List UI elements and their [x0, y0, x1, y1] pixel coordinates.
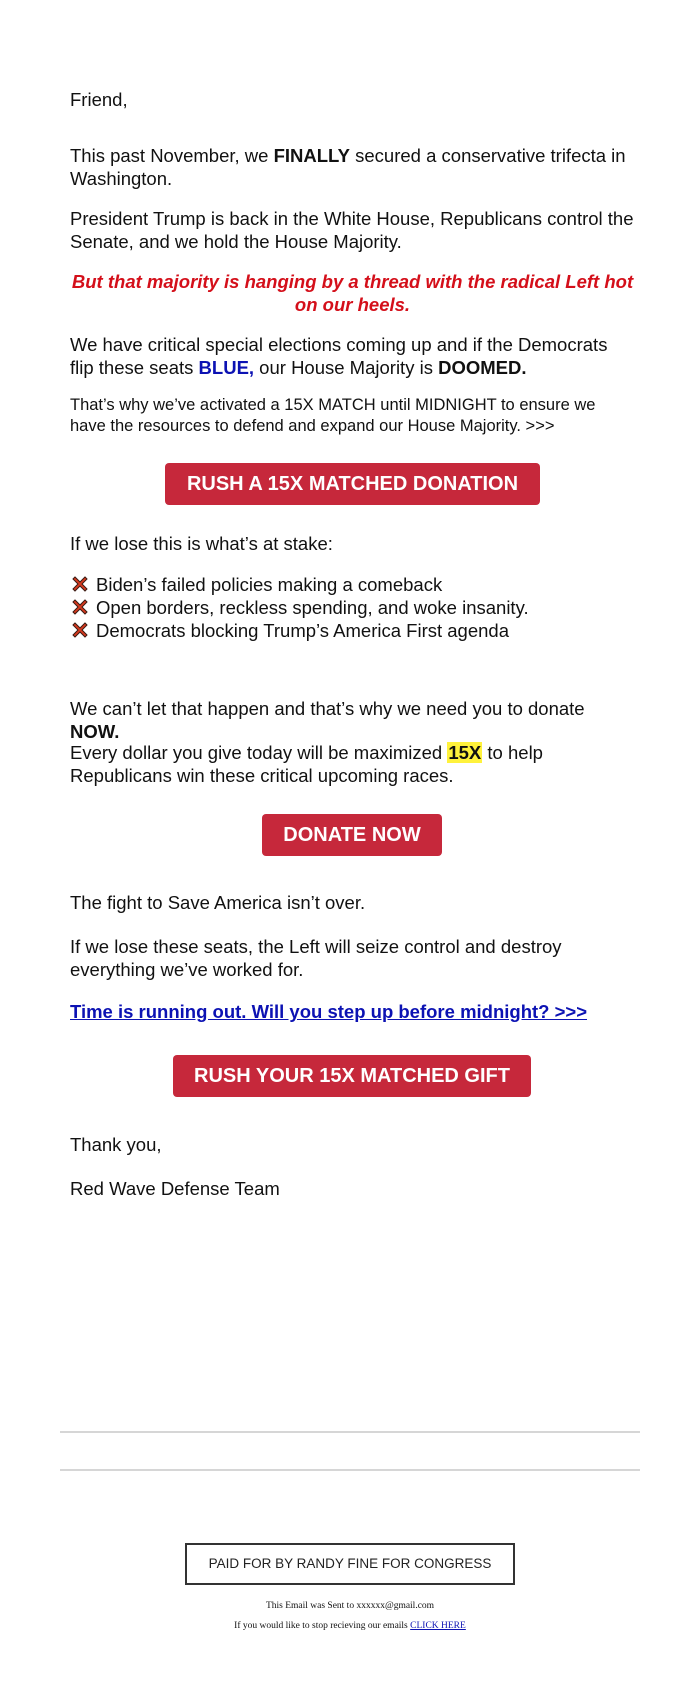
- paragraph-donate-now: [70, 697, 635, 743]
- donate-now-button[interactable]: DONATE NOW: [262, 814, 442, 856]
- sent-to-notice: This Email was Sent to xxxxxx@gmail.com: [265, 1601, 435, 1611]
- rush-gift-button[interactable]: RUSH YOUR 15X MATCHED GIFT: [173, 1055, 531, 1097]
- rush-donation-button[interactable]: RUSH A 15X MATCHED DONATION: [165, 463, 540, 505]
- emphasis-now: NOW.: [70, 721, 120, 742]
- unsubscribe-text: If you would like to stop recieving our emails: [234, 1621, 411, 1631]
- greeting: Friend,: [70, 89, 128, 110]
- paragraph-trifecta: [70, 144, 635, 190]
- unsubscribe-link[interactable]: CLICK HERE: [410, 1621, 466, 1631]
- unsubscribe-notice: [0, 1621, 700, 1631]
- emphasis-finally: FINALLY: [273, 145, 350, 166]
- paragraph-thread-warning: But that majority is hanging by a thread with the radical Left hot on our heels.: [71, 271, 634, 315]
- divider: [60, 1431, 640, 1433]
- paragraph-link: [70, 1000, 635, 1023]
- midnight-link[interactable]: Time is running out. Will you step up before midnight? >>>: [70, 1001, 588, 1022]
- text: We have critical special elections coming up and if the Democrats flip these seats: [70, 334, 608, 378]
- signature: Red Wave Defense Team: [70, 1178, 280, 1199]
- text: We can’t let that happen and that’s why we need you to donate: [70, 698, 585, 719]
- paragraph-seize-control: If we lose these seats, the Left will seize control and destroy everything we’ve worked for.: [70, 936, 562, 980]
- emphasis-doomed: DOOMED.: [438, 357, 527, 378]
- list-item: [70, 619, 635, 642]
- text: our House Majority is: [254, 357, 439, 378]
- divider: [60, 1469, 640, 1471]
- stake-intro: If we lose this is what’s at stake:: [70, 533, 333, 554]
- paragraph-fight: The fight to Save America isn’t over.: [70, 892, 366, 913]
- paragraph-maximized: [70, 741, 635, 787]
- stake-item-text: Biden’s failed policies making a comeback: [96, 574, 443, 595]
- highlight-15x: 15X: [448, 742, 482, 763]
- stake-item-text: Democrats blocking Trump’s America First agenda: [96, 620, 509, 641]
- cross-mark-icon: [70, 597, 90, 617]
- paragraph-special-elections: [70, 333, 635, 379]
- thanks: Thank you,: [70, 1134, 162, 1155]
- list-item: [70, 573, 635, 596]
- text: Every dollar you give today will be maximized: [70, 742, 448, 763]
- emphasis-blue: BLUE,: [198, 357, 255, 378]
- text: to help Republicans win these critical upcoming races.: [70, 742, 543, 786]
- cross-mark-icon: [70, 574, 90, 594]
- paid-for-disclaimer: PAID FOR BY RANDY FINE FOR CONGRESS: [185, 1543, 515, 1585]
- cross-mark-icon: [70, 620, 90, 640]
- paragraph-white-house: President Trump is back in the White House, Republicans control the Senate, and we hold the House Majority.: [70, 208, 634, 252]
- text: secured a conservative trifecta in Washington.: [70, 145, 626, 189]
- list-item: [70, 596, 635, 619]
- stake-item-text: Open borders, reckless spending, and woke insanity.: [96, 597, 529, 618]
- paragraph-match: That’s why we’ve activated a 15X MATCH until MIDNIGHT to ensure we have the resources to defend and expand our House Majority. >>>: [70, 396, 596, 435]
- text: This past November, we: [70, 145, 274, 166]
